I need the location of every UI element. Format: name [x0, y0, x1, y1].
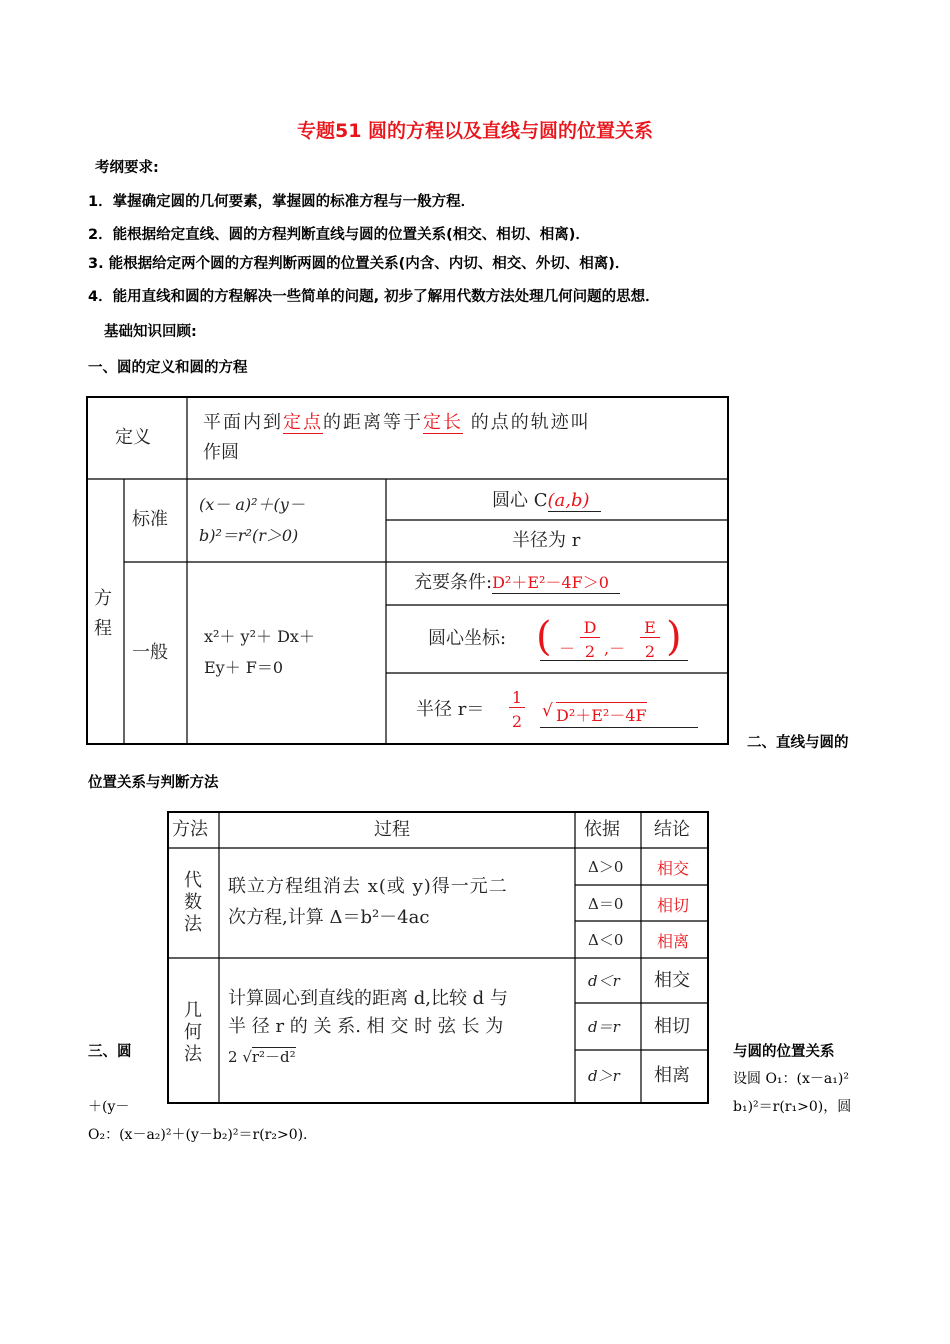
standard-label: 标准 — [132, 509, 168, 530]
algebraic-process-1: 联立方程组消去 x(或 y)得一元二 — [228, 876, 508, 897]
sqrt-icon: √ — [542, 701, 553, 721]
standard-equation-2: b)²＝r²(r＞0) — [199, 526, 299, 545]
requirement-4: 4．能用直线和圆的方程解决一些简单的问题, 初步了解用代数方法处理几何问题的思想． — [88, 289, 660, 305]
algebraic-process-2: 次方程,计算 Δ＝b²－4ac — [228, 907, 430, 928]
definition-text-2: 作圆 — [203, 442, 239, 463]
definition-part: 的点的轨迹叫 — [470, 412, 591, 433]
fraction-e-den: 2 — [644, 642, 656, 661]
geometric-char: 法 — [184, 1044, 202, 1065]
requirement-3: 3. 能根据给定两个圆的方程判断两圆的位置关系(内含、内切、相交、外切、相离)． — [88, 256, 630, 272]
algebraic-label — [184, 870, 202, 936]
condition-label: 充要条件: — [414, 572, 493, 593]
basis-delta-eq: Δ＝0 — [588, 895, 624, 913]
page-title: 专题51 圆的方程以及直线与圆的位置关系 — [296, 120, 654, 142]
section-3-heading-a: 三、圆 — [88, 1044, 132, 1060]
review-heading: 基础知识回顾: — [104, 324, 197, 340]
general-equation-1: x²＋ y²＋ Dx＋ — [204, 627, 315, 646]
center-label: 圆心 C — [492, 490, 548, 511]
basis-d-lt-r: d＜r — [588, 972, 620, 990]
result-separate-answer: 相离 — [657, 932, 690, 951]
section-2-heading-b: 位置关系与判断方法 — [88, 775, 219, 791]
equation-label: 方 — [94, 588, 112, 609]
geometric-process-1: 计算圆心到直线的距离 d,比较 d 与 — [228, 988, 508, 1009]
general-equation-2: Ey＋ F＝0 — [204, 658, 284, 677]
fraction-e-num: E — [640, 618, 660, 638]
definition-part: 平面内到 — [203, 412, 283, 433]
fraction-d-num: D — [580, 618, 600, 638]
method-header: 方法 — [172, 819, 208, 840]
geometric-process-3: 2 √r²－d² — [228, 1048, 296, 1066]
circle-2-equation: O₂：(x－a₂)²＋(y－b₂)²＝r(r₂>0). — [88, 1127, 308, 1143]
algebraic-char: 数 — [184, 892, 202, 913]
definition-label: 定义 — [115, 427, 151, 448]
fixed-point-answer: 定点 — [283, 412, 323, 433]
geo-result-separate: 相离 — [654, 1065, 690, 1086]
requirement-1: 1．掌握确定圆的几何要素，掌握圆的标准方程与一般方程． — [88, 194, 476, 210]
geo-result-intersect: 相交 — [654, 970, 690, 991]
right-paren: ) — [666, 614, 682, 660]
circle-1-equation-c: b₁)²＝r(r₁>0)，圆 — [733, 1099, 852, 1115]
general-radius-label: 半径 r＝ — [416, 699, 485, 720]
general-center-label: 圆心坐标: — [428, 628, 507, 649]
process-header: 过程 — [374, 819, 410, 840]
basis-d-eq-r: d＝r — [588, 1018, 620, 1036]
basis-delta-gt: Δ＞0 — [588, 858, 624, 876]
basis-d-gt-r: d＞r — [588, 1067, 620, 1085]
geometric-process-2: 半 径 r 的 关 系. 相 交 时 弦 长 为 — [228, 1016, 504, 1037]
standard-equation-1: (x－ a)²＋(y－ — [199, 495, 305, 514]
result-header: 结论 — [654, 819, 690, 840]
circle-1-equation-b: ＋(y－ — [88, 1099, 130, 1115]
section-1-heading: 一、圆的定义和圆的方程 — [88, 360, 248, 376]
half-num: 1 — [509, 688, 525, 708]
definition-part: 的距离等于 — [323, 412, 423, 433]
basis-delta-lt: Δ＜0 — [588, 931, 624, 949]
left-paren: ( — [536, 614, 552, 660]
geo-result-tangent: 相切 — [654, 1016, 690, 1037]
section-2-heading-a: 二、直线与圆的 — [747, 735, 849, 751]
result-tangent-answer: 相切 — [657, 896, 690, 915]
geometric-char: 几 — [184, 1000, 202, 1021]
radius-label: 半径为 r — [512, 530, 581, 551]
general-label: 一般 — [132, 642, 168, 663]
chord-radicand: r²－d² — [251, 1048, 296, 1066]
fixed-length-answer: 定长 — [423, 412, 463, 433]
general-radius-value: D²＋E²－4F — [556, 702, 647, 726]
circle-1-equation-a: 设圆 O₁：(x－a₁)² — [733, 1071, 849, 1087]
chord-coefficient: 2 — [228, 1048, 238, 1066]
fraction-d-den: 2 — [584, 642, 596, 661]
equation-label-2: 程 — [94, 618, 112, 639]
result-intersect-answer: 相交 — [657, 859, 690, 878]
requirement-2: 2．能根据给定直线、圆的方程判断直线与圆的位置关系(相交、相切、相离)． — [88, 227, 590, 243]
algebraic-char: 法 — [184, 914, 202, 935]
syllabus-heading: 考纲要求: — [95, 160, 159, 176]
center-value: (a,b) — [547, 490, 590, 511]
geometric-label — [184, 1000, 202, 1066]
section-3-heading-b: 与圆的位置关系 — [733, 1044, 835, 1060]
comma-minus: ,－ — [604, 639, 626, 658]
basis-header: 依据 — [584, 819, 620, 840]
half-den: 2 — [511, 712, 523, 731]
geometric-char: 何 — [184, 1022, 202, 1043]
algebraic-char: 代 — [184, 870, 202, 891]
minus-sign: － — [559, 639, 576, 658]
condition-value: D²＋E²－4F＞0 — [492, 573, 609, 592]
